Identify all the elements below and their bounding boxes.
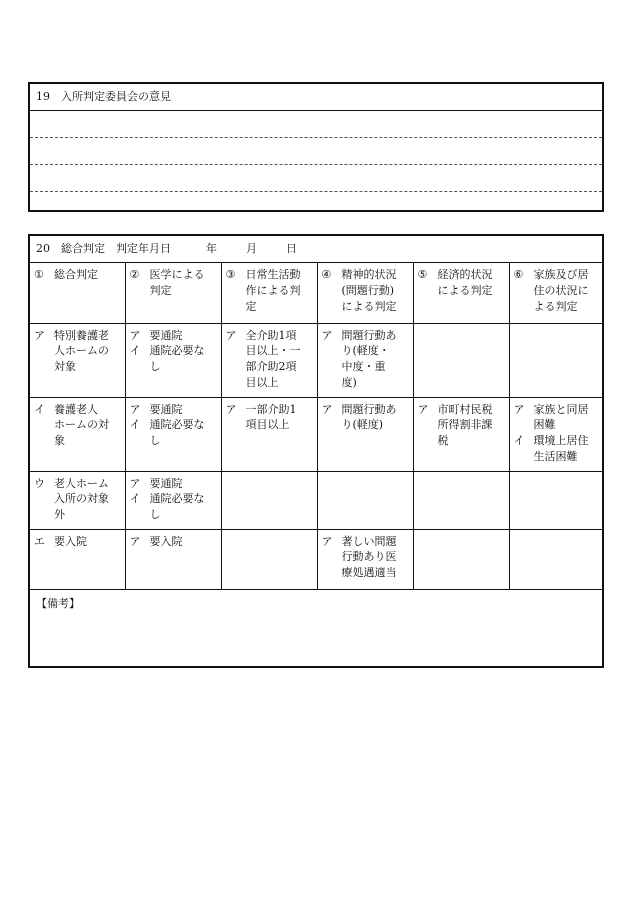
committee-opinion-box [28,82,604,212]
table-row [30,529,602,589]
remarks-area[interactable] [30,590,602,670]
table-row [30,323,602,397]
economic-cell[interactable] [413,471,509,529]
judgment-cell[interactable]: ア 特別養護老 人ホームの 対象 [30,323,125,397]
opinion-line[interactable] [30,165,602,192]
mental-cell[interactable]: ア 問題行動あ り(軽度) [317,397,413,471]
economic-cell[interactable]: ア 市町村民税 所得割非課 税 [413,397,509,471]
family-cell[interactable] [509,471,602,529]
judgment-cell[interactable]: ウ 老人ホーム 入所の対象 外 [30,471,125,529]
adl-cell[interactable]: ア 全介助1項 目以上・一 部介助2項 目以上 [221,323,317,397]
header-cell: ④ 精神的状況 (問題行動) による判定 [317,263,413,323]
judgment-date-label: 20 総合判定 判定年月日 [36,242,171,255]
overall-judgment-box [28,234,604,668]
medical-cell[interactable]: ア 要通院 イ 通院必要な し [125,471,221,529]
economic-cell[interactable] [413,323,509,397]
medical-cell[interactable]: ア 要入院 [125,529,221,589]
header-cell: ② 医学による 判定 [125,263,221,323]
judgment-day-label: 日 [286,242,297,255]
judgment-table [30,263,602,590]
header-cell: ⑥ 家族及び居 住の状況に よる判定 [509,263,602,323]
overall-judgment-title [30,236,602,263]
table-row [30,471,602,529]
remarks-label: 【備考】 [36,596,80,610]
adl-cell[interactable]: ア 一部介助1 項目以上 [221,397,317,471]
judgment-cell[interactable]: イ 養護老人 ホームの対 象 [30,397,125,471]
judgment-month-label: 月 [246,242,257,255]
mental-cell[interactable] [317,471,413,529]
opinion-line[interactable] [30,138,602,165]
table-header-row [30,263,602,323]
opinion-line[interactable] [30,192,602,218]
judgment-year-label: 年 [206,242,217,255]
header-cell: ⑤ 経済的状況 による判定 [413,263,509,323]
header-cell: ③ 日常生活動 作による判 定 [221,263,317,323]
committee-opinion-title: 19 入所判定委員会の意見 [30,84,602,111]
header-cell: ① 総合判定 [30,263,125,323]
table-row [30,397,602,471]
adl-cell[interactable] [221,529,317,589]
adl-cell[interactable] [221,471,317,529]
judgment-cell[interactable]: エ 要入院 [30,529,125,589]
medical-cell[interactable]: ア 要通院 イ 通院必要な し [125,323,221,397]
family-cell[interactable] [509,529,602,589]
medical-cell[interactable]: ア 要通院 イ 通院必要な し [125,397,221,471]
economic-cell[interactable] [413,529,509,589]
family-cell[interactable] [509,323,602,397]
mental-cell[interactable]: ア 問題行動あ り(軽度・ 中度・重 度) [317,323,413,397]
family-cell[interactable]: ア 家族と同居 困難 イ 環境上居住 生活困難 [509,397,602,471]
opinion-line[interactable] [30,111,602,138]
mental-cell[interactable]: ア 著しい問題 行動あり医 療処遇適当 [317,529,413,589]
